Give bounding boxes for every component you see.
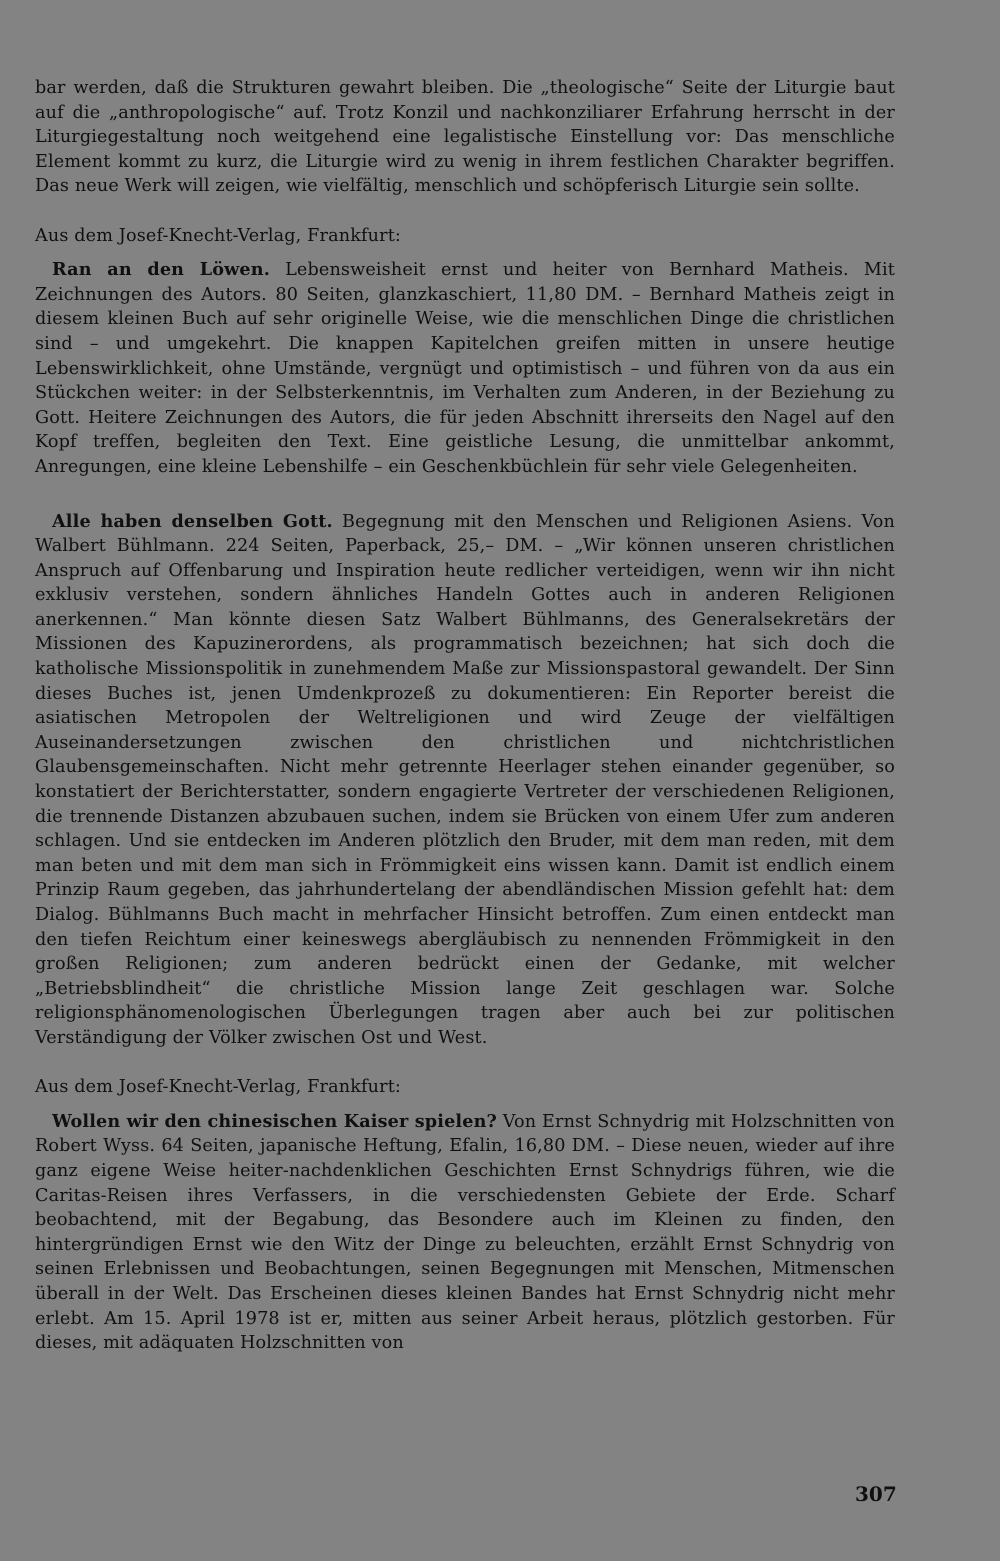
spacer bbox=[35, 248, 895, 258]
review-title: Ran an den Löwen. bbox=[52, 259, 270, 281]
page-number: 307 bbox=[855, 1482, 897, 1506]
spacer bbox=[35, 480, 895, 510]
review-body: Begegnung mit den Menschen und Religionen Asiens. Von Walbert Bühlmann. 224 Seiten, Paperback, 25,– DM. – „Wir können unseren christlichen Anspruch auf Offenbarung und Inspiration heute redlicher verteidigen, wenn wir ihn nicht exklusiv verstehen, sondern ähnliches Handeln Gottes auch in anderen Religionen anerkennen.“ Man könnte diesen Satz Walbert Bühlmanns, des Generalsekretärs der Missionen des Kapuzinerordens, als programmatisch bezeichnen; hat sich doch die katholische Missionspolitik in zunehmendem Maße zur Missionspastoral gewandelt. Der Sinn dieses Buches ist, jenen Umdenkprozeß zu dokumentieren: Ein Reporter bereist die asiatischen Metropolen der Weltreligionen und wird Zeuge der vielfältigen Auseinandersetzungen zwischen den christlichen und nichtchristlichen Glaubensgemeinschaften. Nicht mehr getrennte Heerlager stehen einander gegenüber, so konstatiert der Berichterstatter, sondern engagierte Vertreter der verschiedenen Religionen, die trennende Distanzen abzubauen suchen, indem sie Brücken von einem Ufer zum anderen schlagen. Und sie entdecken im Anderen plötzlich den Bruder, mit dem man reden, mit dem man beten und mit dem man sich in Frömmigkeit eins wissen kann. Damit ist endlich einem Prinzip Raum gegeben, das jahrhundertelang der abendländischen Mission gefehlt hat: dem Dialog. Bühlmanns Buch macht in mehrfacher Hinsicht betroffen. Zum einen entdeckt man den tiefen Reichtum einer keineswegs abergläubisch zu nennenden Frömmigkeit in den großen Religionen; zum anderen bedrückt einen der Gedanke, mit welcher „Betriebsblindheit“ die christliche Mission lange Zeit geschlagen war. Solche religionsphänomenologischen Überlegungen tragen aber auch bei zur politischen Verständigung der Völker zwischen Ost und West. bbox=[35, 511, 895, 1048]
intro-paragraph: bar werden, daß die Strukturen gewahrt bleiben. Die „theologische“ Seite der Liturgie baut auf die „anthropologische“ auf. Trotz Konzil und nachkonziliarer Erfahrung herrscht in der Liturgiegestaltung noch weitgehend eine legalistische Einstellung vor: Das menschliche Element kommt zu kurz, die Liturgie wird zu wenig in ihrem festlichen Charakter begriffen. Das neue Werk will zeigen, wie vielfältig, menschlich und schöpferisch Liturgie sein sollte. bbox=[35, 78, 895, 197]
page-body bbox=[35, 76, 895, 1356]
publisher-line: Aus dem Josef-Knecht-Verlag, Frankfurt: bbox=[35, 1077, 402, 1098]
publisher-line: Aus dem Josef-Knecht-Verlag, Frankfurt: bbox=[35, 225, 402, 246]
review-title: Alle haben denselben Gott. bbox=[52, 510, 333, 532]
review-title: Wollen wir den chinesischen Kaiser spielen? bbox=[52, 1110, 498, 1132]
spacer bbox=[35, 1051, 895, 1076]
review-body: Lebensweisheit ernst und heiter von Bernhard Matheis. Mit Zeichnungen des Autors. 80 Seiten, glanzkaschiert, 11,80 DM. – Bernhard Matheis zeigt in diesem kleinen Buch auf sehr originelle Weise, wie die menschlichen Dinge die christlichen sind – und umgekehrt. Die knappen Kapitelchen greifen mitten in unsere heutige Lebenswirklichkeit, ohne Umstände, vergnügt und optimistisch – und führen von da aus ein Stückchen weiter: in der Selbsterkenntnis, im Verhalten zum Anderen, in der Beziehung zu Gott. Heitere Zeichnungen des Autors, die für jeden Abschnitt ihrerseits den Nagel auf den Kopf treffen, begleiten den Text. Eine geistliche Lesung, die unmittelbar ankommt, Anregungen, eine kleine Lebenshilfe – ein Geschenkbüchlein für sehr viele Gelegenheiten. bbox=[35, 260, 895, 477]
review-alle-haben-denselben-gott bbox=[35, 510, 895, 1051]
spacer bbox=[35, 199, 895, 224]
review-chinesischen-kaiser bbox=[35, 1110, 895, 1356]
review-body: Von Ernst Schnydrig mit Holzschnitten von Robert Wyss. 64 Seiten, japanische Heftung, Efalin, 16,80 DM. – Diese neuen, wieder auf ihre ganz eigene Weise heiter-nachdenklichen Geschichten Ernst Schnydrigs führen, wie die Caritas-Reisen ihres Verfassers, in die verschiedensten Gebiete der Erde. Scharf beobachtend, mit der Begabung, das Besondere auch im Kleinen zu finden, den hintergründigen Ernst wie den Witz der Dinge zu beleuchten, erzählt Ernst Schnydrig von seinen Erlebnissen und Beobachtungen, seinen Begegnungen mit Menschen, Mitmenschen überall in der Welt. Das Erscheinen dieses kleinen Bandes hat Ernst Schnydrig nicht mehr erlebt. Am 15. April 1978 ist er, mitten aus seiner Arbeit heraus, plötzlich gestorben. Für dieses, mit adäquaten Holzschnitten von bbox=[35, 1111, 895, 1354]
review-ran-an-den-loewen bbox=[35, 258, 895, 479]
spacer bbox=[35, 1100, 895, 1110]
